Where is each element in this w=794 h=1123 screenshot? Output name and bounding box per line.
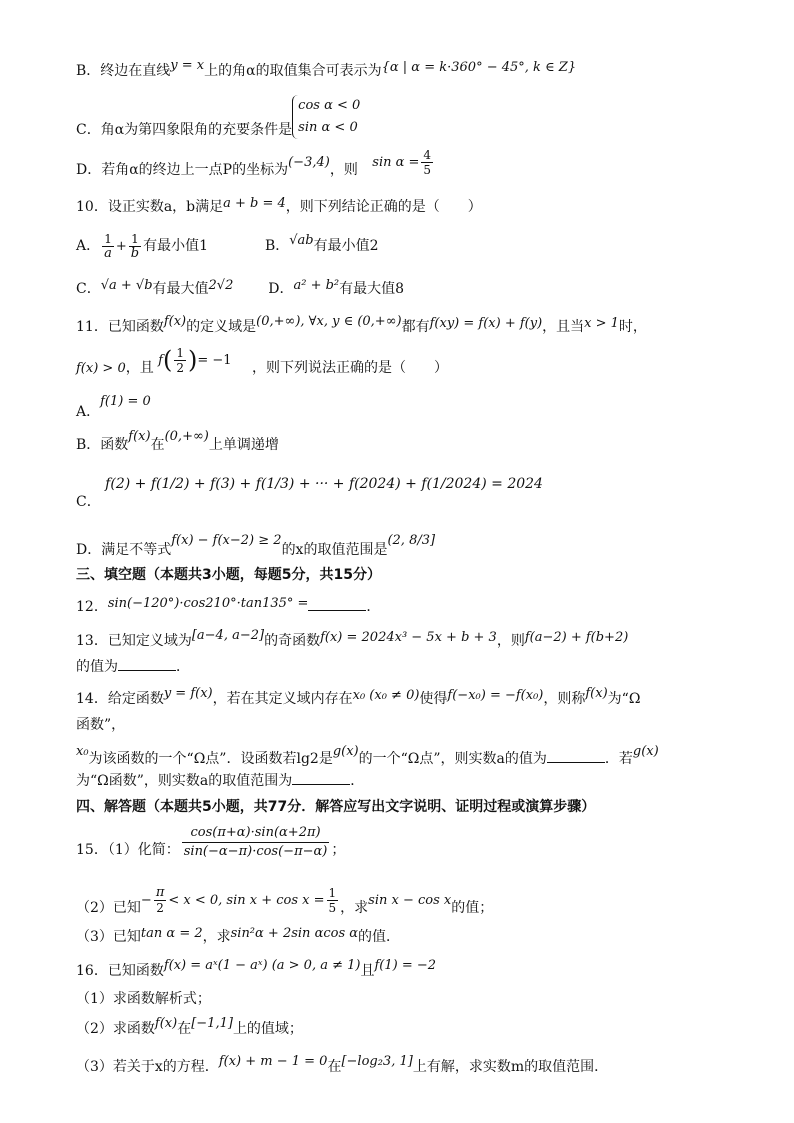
q12-expr: sin(−120°)·cos210°·tan135° = (107, 596, 309, 611)
q11-stem1: 11．已知函数 (76, 319, 164, 335)
q11-a-label: A． (76, 404, 101, 420)
section-4-title: 四、解答题（本题共5小题，共77分．解答应写出文字说明、证明过程或演算步骤） (76, 799, 596, 815)
q9-b-math2: {α | α = k·360° − 45°, k ∈ Z} (381, 60, 577, 75)
q9-d-point: (−3,4) (288, 155, 330, 170)
q10-c-text: 有最大值 (152, 281, 209, 297)
q9-b-mid: 上的角α的取值集合可表示为 (204, 63, 382, 79)
q14-x0: x₀ (x₀ ≠ 0) (352, 688, 420, 703)
q10-c-expr: √a + √b (100, 278, 153, 293)
q9-option-c (76, 95, 360, 139)
q16-a: 16．已知函数 (76, 963, 164, 979)
q16-p3b: 在 (327, 1059, 342, 1075)
q14-b: ，若在其定义域内存在 (212, 691, 353, 707)
q16-p2-fx: f(x) (154, 1016, 178, 1031)
q10-stem-text: 10．设正实数a，b满足 (76, 199, 224, 215)
q15-p2-n2: 1 (328, 885, 337, 900)
q11-option-b (76, 428, 279, 454)
q10-b-expr: √ab (289, 233, 314, 248)
q13-ask: f(a−2) + f(b+2) (524, 630, 629, 645)
q11-line2b: ，且 (125, 360, 154, 376)
q15-p2f: 的值； (451, 900, 494, 916)
q12-end: ． (366, 599, 381, 615)
q9-d-fraction (421, 148, 433, 177)
q14-answer-blank-2[interactable] (292, 772, 350, 785)
q11-stem-line2 (76, 345, 449, 389)
q10-b-label: B． (264, 238, 290, 254)
q13-dom: [a−4, a−2] (191, 628, 265, 643)
q12 (76, 598, 380, 617)
q14-l3d: ．若 (604, 751, 633, 767)
q13-d: 的值为 (76, 659, 118, 675)
q16-stem (76, 958, 437, 981)
q11-stem2: 的定义域是 (186, 319, 257, 335)
section-3-title: 三、填空题（本题共3小题，每题5分，共15分） (76, 567, 381, 583)
q15-den: sin(−α−π)·cos(−π−α) (183, 843, 328, 859)
q11-half-n: 1 (176, 345, 184, 360)
q16-b: 且 (360, 963, 375, 979)
q14-l3a: x₀ (76, 744, 89, 759)
q16-fx: f(x) = aˣ(1 − aˣ) (a > 0, a ≠ 1) (163, 958, 361, 973)
q14-fx2: f(x) (585, 686, 608, 701)
q13-answer-blank[interactable] (118, 658, 176, 671)
q15-p2-d2: 5 (328, 900, 337, 915)
q9-d-num: 4 (423, 147, 432, 162)
q14-gx: g(x) (332, 744, 359, 759)
q15-p2a: （2）已知 (76, 900, 141, 916)
q14-fx: y = f(x) (163, 686, 213, 701)
q15-part2 (76, 880, 493, 921)
q9-d-lhs: sin α = (372, 155, 420, 170)
q11-d-text: 的x的取值范围是 (281, 542, 388, 558)
q11-fx: f(x) (163, 314, 187, 329)
q13-line2 (76, 658, 190, 676)
q11-d-ineq: f(x) − f(x−2) ≥ 2 (171, 533, 282, 548)
q15-p1-end: ； (331, 842, 346, 858)
q14-line2: 函数”， (76, 717, 126, 733)
q11-cond: x > 1 (584, 316, 619, 331)
q9-option-b (76, 58, 577, 81)
q11-paren-open: ( (162, 346, 173, 374)
q15-p2-d: 2 (156, 900, 164, 915)
q11-dom: (0,+∞), ∀x, y ∈ (0,+∞) (256, 314, 402, 329)
q16-p3-dom: [−log₂3, 1] (341, 1054, 413, 1069)
q15-p3e: 的值． (358, 929, 401, 945)
q10-c-label: C． (76, 281, 101, 297)
q14-c: 使得 (419, 691, 448, 707)
q10-d-label: D． (268, 281, 294, 297)
q11-line2c: ，则下列说法正确的是（ ） (252, 360, 449, 376)
q14-a: 14．给定函数 (76, 691, 164, 707)
q16-p3a: （3）若关于x的方程． (76, 1059, 219, 1075)
q9-c-text: C．角α为第四象限角的充要条件是 (76, 122, 293, 138)
q15-p3a: （3）已知 (76, 929, 141, 945)
q9-b-text: B．终边在直线 (76, 63, 171, 79)
q10-d-text: 有最大值8 (339, 281, 405, 297)
q11-half-r: = −1 (197, 353, 232, 368)
q14-l3b: 为该函数的一个“Ω点”．设函数若lg2是 (88, 751, 333, 767)
q13-end: ． (176, 659, 190, 675)
q14-l4: 为“Ω函数”，则实数a的取值范围为 (76, 773, 293, 789)
q11-b-fx: f(x) (128, 429, 151, 444)
q14-eq: f(−x₀) = −f(x₀) (447, 688, 544, 703)
q15-p3c: ，求 (202, 929, 231, 945)
q16-p2a: （2）求函数 (76, 1021, 155, 1037)
q10-d-expr: a² + b² (293, 278, 340, 293)
q11-half-f: f (158, 353, 163, 368)
q16-p2b: 在 (177, 1021, 192, 1037)
q11-stem5: 时， (618, 319, 647, 335)
q15-p1: 15．（1）化简： (76, 842, 180, 858)
q14-line1 (76, 686, 641, 709)
q11-b-text: 上单调递增 (208, 437, 279, 453)
q10-a-n2: 1 (129, 232, 141, 247)
q10-a-text: 有最小值1 (143, 238, 209, 254)
q10-row-ab (76, 226, 379, 267)
q11-stem-line1 (76, 314, 647, 337)
q10-a-d1: a (104, 245, 112, 261)
q14-l4-end: ． (350, 773, 365, 789)
q16-part2 (76, 1016, 303, 1039)
q15-p3b: tan α = 2 (140, 926, 203, 941)
q11-half-frac (174, 346, 186, 375)
q12-stem: 12． (76, 599, 108, 615)
q9-d-then: ，则 (329, 162, 358, 178)
q15-p2b: < x < 0, sin x + cos x = (168, 893, 325, 908)
q13-line1 (76, 628, 629, 651)
q11-d-label: D．满足不等式 (76, 542, 172, 558)
q10-cond: a + b = 4 (223, 196, 286, 211)
q15-p2-frac2 (327, 886, 339, 915)
q14-l3c: 的一个“Ω点”，则实数a的值为 (358, 751, 547, 767)
q9-b-math1: y = x (170, 58, 205, 73)
q10-a-label: A． (76, 238, 101, 254)
q10-a-plus: + (115, 239, 127, 254)
q15-num: cos(π+α)·sin(α+2π) (182, 824, 330, 843)
q9-c-sys2: sin α < 0 (298, 120, 358, 135)
q16-cond: f(1) = −2 (374, 958, 437, 973)
q16-part1: （1）求函数解析式； (76, 991, 211, 1007)
q10-row-cd (76, 280, 404, 299)
q11-paren-close: ) (188, 346, 198, 374)
q15-part1 (76, 820, 345, 864)
q11-stem4: ，且当 (542, 319, 585, 335)
q16-p3-eq: f(x) + m − 1 = 0 (218, 1054, 328, 1069)
q10-a-d2: b (130, 245, 140, 261)
q9-c-sys1: cos α < 0 (298, 98, 361, 113)
q15-p2e: sin x − cos x (368, 893, 452, 908)
q15-p2-neg: − (140, 893, 152, 908)
q11-option-c (76, 464, 543, 522)
q10-a-n1: 1 (102, 232, 114, 247)
q14-line3 (76, 744, 659, 775)
q10-b-text: 有最小值2 (313, 238, 379, 254)
q11-stem3: 都有 (401, 319, 430, 335)
q9-d-text: D．若角α的终边上一点P的坐标为 (76, 162, 289, 178)
q11-line2a: f(x) > 0 (76, 361, 126, 376)
q14-line4 (76, 772, 364, 790)
q15-part3 (76, 928, 400, 947)
q11-b-mid: 在 (150, 437, 165, 453)
q11-eq: f(xy) = f(x) + f(y) (429, 316, 543, 331)
q9-c-system (292, 95, 360, 139)
q15-fraction (182, 824, 330, 861)
q10-stem (76, 198, 482, 217)
q10-c-val: 2√2 (208, 278, 234, 293)
q11-option-d (76, 520, 435, 561)
q13-a: 13．已知定义域为 (76, 633, 192, 649)
q10-a-frac1 (102, 232, 114, 261)
q16-p3c: 上有解，求实数m的取值范围． (412, 1059, 609, 1075)
q11-d-range: (2, 8/3] (387, 533, 436, 548)
q11-half-d: 2 (176, 360, 184, 375)
q10-a-frac2 (129, 232, 141, 261)
q11-b-label: B．函数 (76, 437, 129, 453)
q11-c-label: C． (76, 494, 101, 510)
q11-c-expr: f(2) + f(1/2) + f(3) + f(1/3) + ··· + f(2024) + f(1/2024) = 2024 (105, 476, 543, 492)
q14-e: 为“Ω (607, 691, 641, 707)
q11-option-a (76, 395, 151, 421)
q16-part3 (76, 1054, 609, 1077)
q12-answer-blank[interactable] (308, 598, 366, 611)
q9-option-d (76, 147, 435, 191)
q16-p2c: 上的值域； (232, 1021, 303, 1037)
q13-fx: f(x) = 2024x³ − 5x + b + 3 (320, 630, 497, 645)
q15-p2-n: π (155, 884, 165, 900)
q15-p2-frac1 (154, 886, 167, 915)
q15-p2c: ，求 (340, 900, 369, 916)
q11-b-dom: (0,+∞) (164, 429, 209, 444)
q10-tail: ，则下列结论正确的是（ ） (285, 199, 482, 215)
q13-b: 的奇函数 (264, 633, 321, 649)
q14-d: ，则称 (543, 691, 586, 707)
q15-p3d: sin²α + 2sin αcos α (230, 926, 359, 941)
q11-a-expr: f(1) = 0 (100, 394, 151, 409)
q14-answer-blank-1[interactable] (547, 750, 605, 763)
q14-gx2: g(x) (632, 744, 659, 759)
q16-p2-dom: [−1,1] (191, 1016, 233, 1031)
q13-c: ，则 (496, 633, 525, 649)
q9-d-den: 5 (423, 162, 432, 177)
